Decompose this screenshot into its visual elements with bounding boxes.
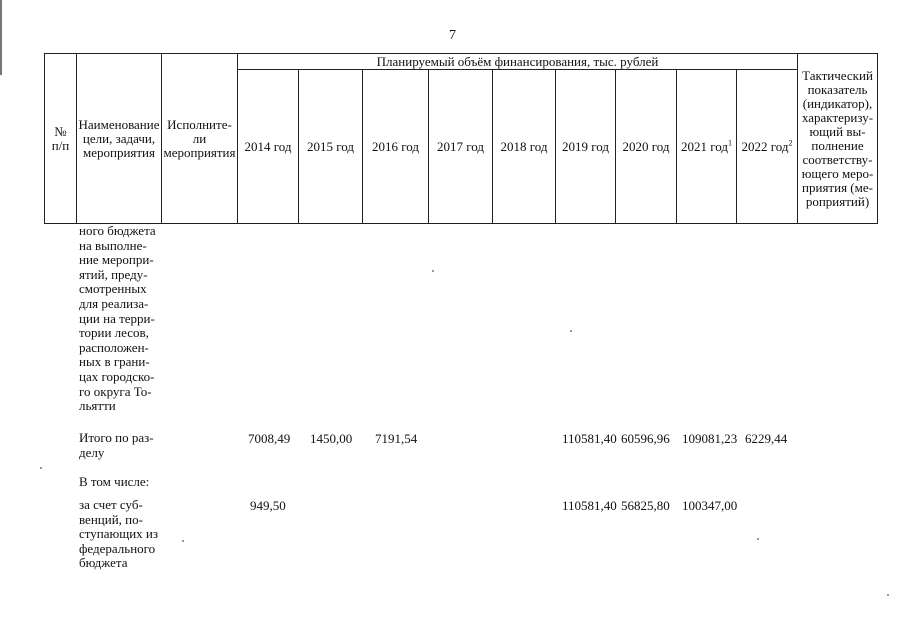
- total-section-label: Итого по раз- делу: [79, 430, 154, 460]
- scan-speck: [887, 594, 889, 596]
- federal-2021: 100347,00: [682, 498, 738, 513]
- total-2019: 110581,40: [562, 431, 617, 446]
- federal-2014: 949,50: [250, 498, 286, 513]
- header-funding-title: Планируемый объём финансирования, тыс. рублей: [238, 54, 798, 70]
- header-year-2021-label: 2021 год: [681, 138, 728, 154]
- scan-speck: [757, 538, 759, 540]
- footnote-mark-2: 2: [788, 138, 793, 148]
- header-year-2017: 2017 год: [429, 70, 493, 224]
- header-year-2022: [737, 70, 798, 224]
- header-year-2021: [677, 70, 737, 224]
- header-year-2020: 2020 год: [616, 70, 677, 224]
- header-col-name: Наименование цели, задачи, мероприятия: [77, 54, 162, 224]
- total-2015: 1450,00: [310, 431, 353, 446]
- header-year-2016: 2016 год: [363, 70, 429, 224]
- page-number: 7: [449, 28, 456, 43]
- measure-continuation-text: ного бюджета на выполне- ние меропри- ятий, преду- смотренных для реализа- ции на терри- тории лесов, расположен- ных в грани- цах городско- го округа То- льятти: [79, 223, 156, 414]
- total-2016: 7191,54: [375, 431, 418, 446]
- federal-2020: 56825,80: [621, 498, 670, 513]
- federal-2019: 110581,40: [562, 498, 617, 513]
- header-col-number: № п/п: [45, 54, 77, 224]
- footnote-mark-1: 1: [728, 138, 732, 148]
- total-2014: 7008,49: [248, 431, 291, 446]
- header-year-2014: 2014 год: [238, 70, 299, 224]
- scan-speck: [40, 467, 42, 469]
- header-year-2019: 2019 год: [556, 70, 616, 224]
- including-label: В том числе:: [79, 474, 150, 489]
- scan-speck: [182, 540, 184, 542]
- federal-subvention-label: за счет суб- венций, по- ступающих из федерального бюджета: [79, 497, 159, 571]
- scan-speck: [570, 330, 572, 332]
- total-2022: 6229,44: [745, 431, 788, 446]
- header-year-2015: 2015 год: [299, 70, 363, 224]
- header-year-2018: 2018 год: [493, 70, 556, 224]
- header-table: [44, 53, 878, 224]
- header-col-executor: Исполните-ли мероприятия: [162, 54, 238, 224]
- scan-speck: [432, 270, 434, 272]
- header-col-indicator: Тактический показатель (индикатор), характеризу-ющий вы-полнение соответству-ющего меро-приятия (ме-роприятий): [798, 54, 878, 224]
- total-2020: 60596,96: [621, 431, 670, 446]
- header-year-2022-label: 2022 год: [741, 138, 789, 154]
- total-2021: 109081,23: [682, 431, 738, 446]
